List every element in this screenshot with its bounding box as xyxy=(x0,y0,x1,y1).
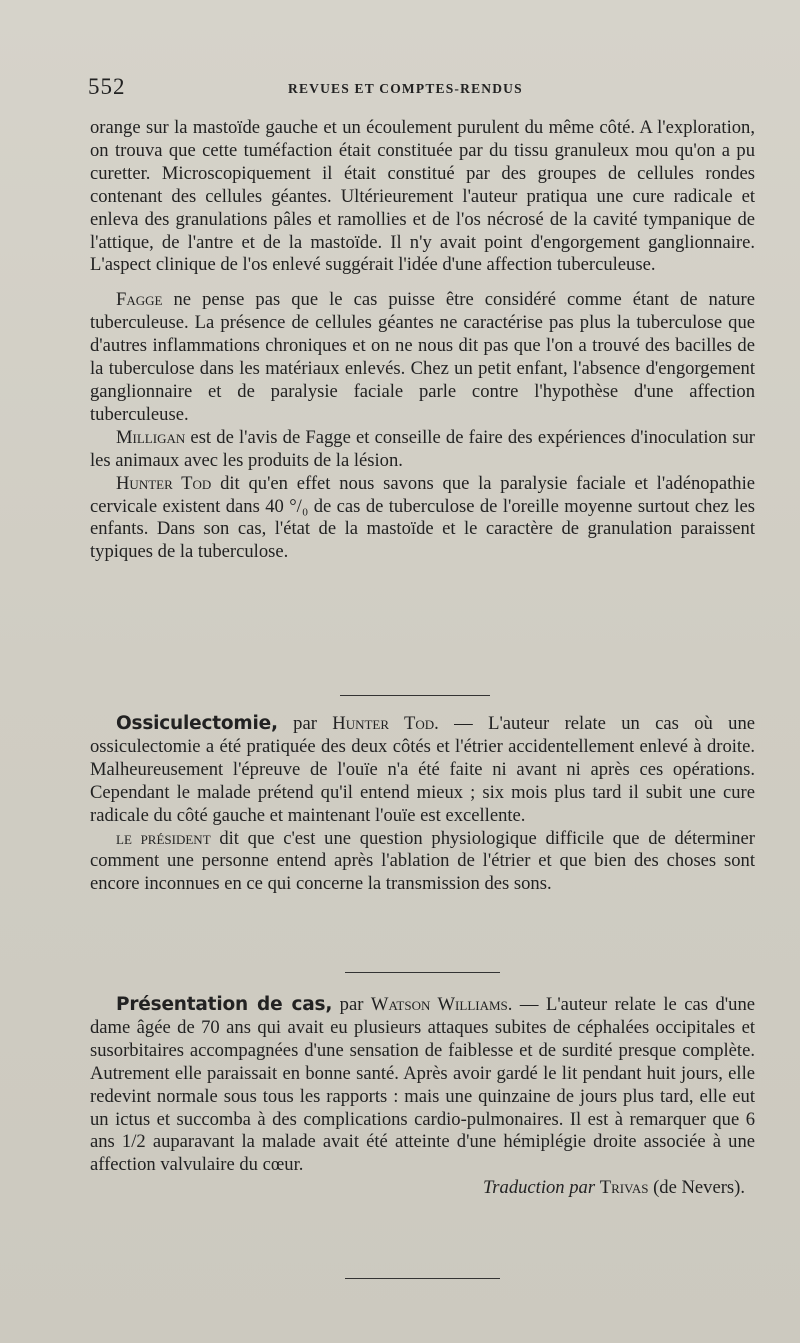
speaker-name: Milligan xyxy=(116,426,186,448)
paragraph-text: ne pense pas que le cas puisse être considéré comme étant de nature tuberculeuse. La présence de cellules géantes ne caractérise pas plus la tuberculose que d'autres inflammations chroniques et on ne nous dit pas que l'on a trouvé des bacilles de la tuberculose dans les matériaux enlevés. Chez un petit enfant, l'absence d'engorgement ganglionnaire et de paralysie faciale parle contre l'hypothèse d'une affection tuberculeuse. xyxy=(90,289,755,425)
paragraph-text: . — L'auteur relate un cas où une ossiculectomie a été pratiquée des deux côtés et l'étrier accidentellement enlevé à droite. Malheureusement l'épreuve de l'ouïe n'a été faite ni avant ni après ces opérations. Cependant le malade prétend qu'il entend mieux ; six mois plus tard il subit une cure radicale du côté gauche et maintenant l'ouïe est excellente. xyxy=(90,713,755,826)
section-title: Ossiculectomie, xyxy=(116,713,278,734)
section-ossiculectomie xyxy=(90,713,755,896)
paragraph-text: est de l'avis de Fagge et conseille de faire des expériences d'inoculation sur les animaux avec les produits de la lésion. xyxy=(90,426,755,471)
paragraph-president xyxy=(90,828,755,897)
speaker-name: Fagge xyxy=(116,289,163,311)
speaker-name: Hunter Tod xyxy=(116,472,212,494)
section-tuberculosis-discussion xyxy=(90,117,755,564)
section-title: Présentation de cas, xyxy=(116,994,333,1015)
translation-signature xyxy=(90,1177,755,1200)
author-name: Hunter Tod xyxy=(332,713,435,734)
paragraph-milligan xyxy=(90,427,755,473)
paragraph-text: dit qu'en effet nous savons que la paralysie faciale et l'adénopathie cervicale existent dans 40 °/₀ de cas de tuberculose de l'oreille moyenne surtout chez les enfants. Dans son cas, l'état de la mastoïde et le caractère de granulation paraissent typiques de la tuberculose. xyxy=(90,472,755,563)
paragraph-case-description: orange sur la mastoïde gauche et un écoulement purulent du même côté. A l'exploration, on trouva que cette tuméfaction était constituée par du tissu granuleux mou qu'on a pu curetter. Microscopiquement il était constitué par des groupes de cellules rondes contenant des cellules géantes. Ultérieurement l'auteur pratiqua une cure radicale et enleva des granulations pâles et ramollies et de l'os nécrosé de la cavité tympanique de l'attique, de l'antre et de la mastoïde. Il n'y avait point d'engorgement ganglionnaire. L'aspect clinique de l'os enlevé suggérait l'idée d'une affection tuberculeuse. xyxy=(90,117,755,276)
end-divider xyxy=(345,1278,500,1279)
section-divider xyxy=(345,972,500,973)
running-head: REVUES ET COMPTES-RENDUS xyxy=(288,81,523,96)
speaker-name: le président xyxy=(116,827,211,849)
paragraph-ossiculectomie: Ossiculectomie, par Hunter Tod. — L'auteur relate un cas où une ossiculectomie a été pratiquée des deux côtés et l'étrier accidentellement enlevé à droite. Malheureusement l'épreuve de l'ouïe n'a été faite ni avant ni après ces opérations. Cependant le malade prétend qu'il entend mieux ; six mois plus tard il subit une cure radicale du côté gauche et maintenant l'ouïe est excellente. xyxy=(90,713,755,826)
paragraph-text: dit que c'est une question physiologique difficile que de déterminer comment une personne entend après l'ablation de l'étrier et que bien des choses sont encore inconnues en ce qui concerne la transmission des sons. xyxy=(90,827,755,895)
author-name: Watson Williams xyxy=(370,994,508,1015)
translator-place: (de Nevers). xyxy=(648,1177,745,1199)
section-presentation-de-cas xyxy=(90,994,755,1200)
signature-label: Traduction par xyxy=(482,1177,596,1199)
paragraph-fagge xyxy=(90,289,755,426)
translator-name: Trivas xyxy=(599,1177,649,1199)
section-divider xyxy=(340,695,490,696)
page-number: 552 xyxy=(88,74,126,99)
paragraph-text: . — L'auteur relate le cas d'une dame âgée de 70 ans qui avait eu plusieurs attaques subites de céphalées occipitales et susorbitaires accompagnées d'une sensation de faiblesse et de surdité presque complète. Autrement elle paraissait en bonne santé. Après avoir gardé le lit pendant huit jours, elle redevint normale sous tous les rapports : mais une quinzaine de jours plus tard, elle eut un ictus et succomba à des complications cardio-pulmonaires. Il est à remarquer que 6 ans 1/2 auparavant la malade avait été atteinte d'une hémiplégie droite associée à une affection valvulaire du cœur. xyxy=(90,994,756,1176)
page-header xyxy=(88,74,750,102)
paragraph-presentation: Présentation de cas, par Watson Williams. — L'auteur relate le cas d'une dame âgée de 70 ans qui avait eu plusieurs attaques subites de céphalées occipitales et susorbitaires accompagnées d'une sensation de faiblesse et de surdité presque complète. Autrement elle paraissait en bonne santé. Après avoir gardé le lit pendant huit jours, elle redevint normale sous tous les rapports : mais une quinzaine de jours plus tard, elle eut un ictus et succomba à des complications cardio-pulmonaires. Il est à remarquer que 6 ans 1/2 auparavant la malade avait été atteinte d'une hémiplégie droite associée à une affection valvulaire du cœur. xyxy=(90,994,756,1176)
paragraph-hunter-tod xyxy=(90,473,755,565)
